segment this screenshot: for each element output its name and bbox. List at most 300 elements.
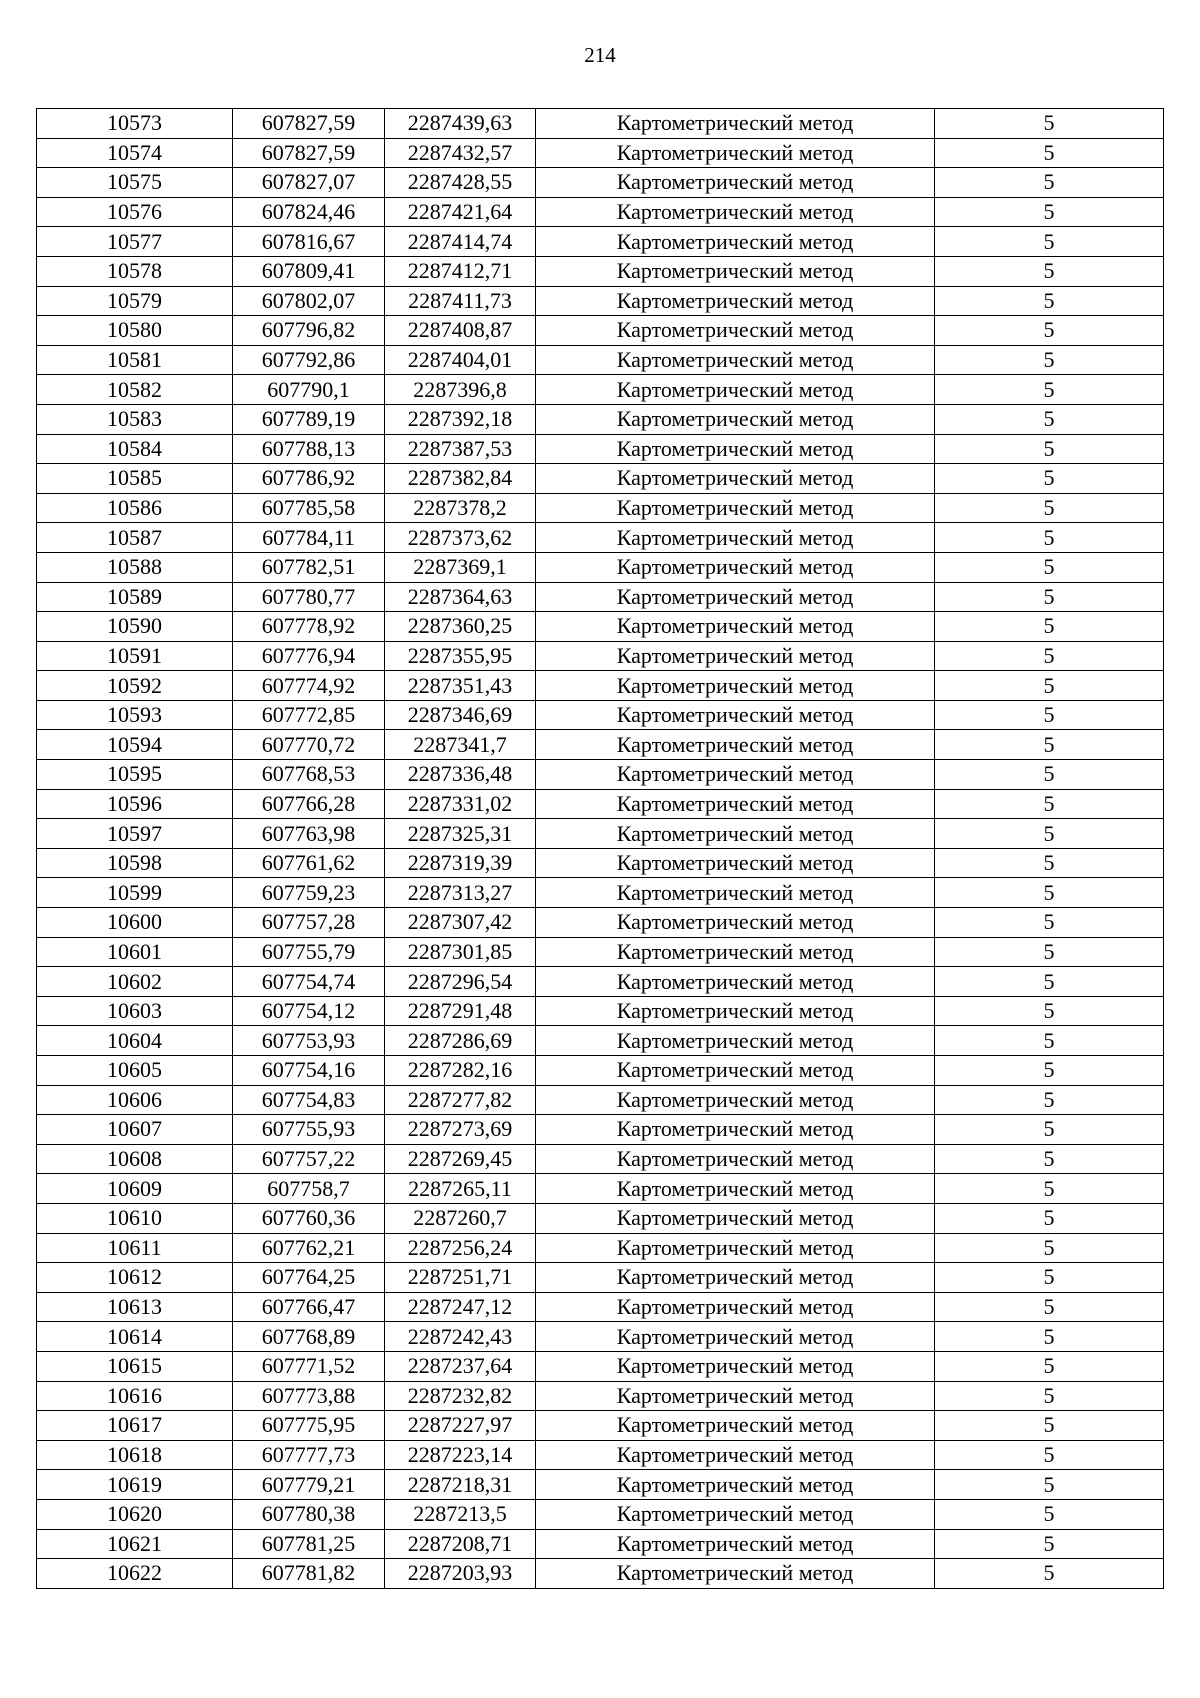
point-number-cell: 10596	[37, 789, 233, 819]
point-number-cell: 10589	[37, 582, 233, 612]
page-number: 214	[584, 43, 616, 67]
point-number-cell: 10592	[37, 671, 233, 701]
method-cell: Картометрический метод	[536, 1085, 935, 1115]
x-coordinate-cell: 607802,07	[233, 286, 385, 316]
table-row	[37, 493, 1164, 523]
x-coordinate-cell: 607781,25	[233, 1529, 385, 1559]
point-number-cell: 10612	[37, 1263, 233, 1293]
point-number-cell: 10574	[37, 138, 233, 168]
accuracy-cell: 5	[935, 1411, 1164, 1441]
table-row	[37, 286, 1164, 316]
method-cell: Картометрический метод	[536, 582, 935, 612]
y-coordinate-cell: 2287251,71	[385, 1263, 536, 1293]
x-coordinate-cell: 607754,83	[233, 1085, 385, 1115]
method-cell: Картометрический метод	[536, 345, 935, 375]
point-number-cell: 10609	[37, 1174, 233, 1204]
accuracy-cell: 5	[935, 1056, 1164, 1086]
method-cell: Картометрический метод	[536, 1233, 935, 1263]
x-coordinate-cell: 607761,62	[233, 848, 385, 878]
table-row	[37, 760, 1164, 790]
y-coordinate-cell: 2287269,45	[385, 1144, 536, 1174]
x-coordinate-cell: 607768,89	[233, 1322, 385, 1352]
point-number-cell: 10619	[37, 1470, 233, 1500]
table-row	[37, 1411, 1164, 1441]
y-coordinate-cell: 2287282,16	[385, 1056, 536, 1086]
x-coordinate-cell: 607755,93	[233, 1115, 385, 1145]
method-cell: Картометрический метод	[536, 109, 935, 139]
method-cell: Картометрический метод	[536, 730, 935, 760]
method-cell: Картометрический метод	[536, 819, 935, 849]
accuracy-cell: 5	[935, 1381, 1164, 1411]
accuracy-cell: 5	[935, 345, 1164, 375]
x-coordinate-cell: 607809,41	[233, 256, 385, 286]
method-cell: Картометрический метод	[536, 1292, 935, 1322]
point-number-cell: 10593	[37, 700, 233, 730]
point-number-cell: 10605	[37, 1056, 233, 1086]
method-cell: Картометрический метод	[536, 493, 935, 523]
method-cell: Картометрический метод	[536, 256, 935, 286]
accuracy-cell: 5	[935, 1144, 1164, 1174]
method-cell: Картометрический метод	[536, 464, 935, 494]
method-cell: Картометрический метод	[536, 760, 935, 790]
y-coordinate-cell: 2287256,24	[385, 1233, 536, 1263]
x-coordinate-cell: 607762,21	[233, 1233, 385, 1263]
point-number-cell: 10617	[37, 1411, 233, 1441]
table-row	[37, 848, 1164, 878]
table-row	[37, 375, 1164, 405]
x-coordinate-cell: 607827,59	[233, 138, 385, 168]
method-cell: Картометрический метод	[536, 1322, 935, 1352]
accuracy-cell: 5	[935, 760, 1164, 790]
x-coordinate-cell: 607785,58	[233, 493, 385, 523]
accuracy-cell: 5	[935, 730, 1164, 760]
point-number-cell: 10602	[37, 967, 233, 997]
method-cell: Картометрический метод	[536, 375, 935, 405]
table-row	[37, 523, 1164, 553]
accuracy-cell: 5	[935, 375, 1164, 405]
point-number-cell: 10591	[37, 641, 233, 671]
accuracy-cell: 5	[935, 552, 1164, 582]
y-coordinate-cell: 2287273,69	[385, 1115, 536, 1145]
table-row	[37, 1351, 1164, 1381]
x-coordinate-cell: 607789,19	[233, 404, 385, 434]
point-number-cell: 10599	[37, 878, 233, 908]
point-number-cell: 10579	[37, 286, 233, 316]
accuracy-cell: 5	[935, 1351, 1164, 1381]
y-coordinate-cell: 2287351,43	[385, 671, 536, 701]
x-coordinate-cell: 607827,07	[233, 168, 385, 198]
x-coordinate-cell: 607768,53	[233, 760, 385, 790]
point-number-cell: 10622	[37, 1559, 233, 1589]
method-cell: Картометрический метод	[536, 1115, 935, 1145]
table-row	[37, 671, 1164, 701]
point-number-cell: 10584	[37, 434, 233, 464]
point-number-cell: 10581	[37, 345, 233, 375]
x-coordinate-cell: 607754,16	[233, 1056, 385, 1086]
accuracy-cell: 5	[935, 1292, 1164, 1322]
x-coordinate-cell: 607754,12	[233, 996, 385, 1026]
x-coordinate-cell: 607780,38	[233, 1499, 385, 1529]
y-coordinate-cell: 2287387,53	[385, 434, 536, 464]
table-row	[37, 641, 1164, 671]
accuracy-cell: 5	[935, 641, 1164, 671]
x-coordinate-cell: 607776,94	[233, 641, 385, 671]
method-cell: Картометрический метод	[536, 1056, 935, 1086]
method-cell: Картометрический метод	[536, 1559, 935, 1589]
point-number-cell: 10577	[37, 227, 233, 257]
y-coordinate-cell: 2287392,18	[385, 404, 536, 434]
accuracy-cell: 5	[935, 464, 1164, 494]
y-coordinate-cell: 2287291,48	[385, 996, 536, 1026]
table-row	[37, 404, 1164, 434]
x-coordinate-cell: 607773,88	[233, 1381, 385, 1411]
table-row	[37, 1263, 1164, 1293]
y-coordinate-cell: 2287296,54	[385, 967, 536, 997]
x-coordinate-cell: 607766,28	[233, 789, 385, 819]
table-row	[37, 227, 1164, 257]
table-row	[37, 937, 1164, 967]
point-number-cell: 10608	[37, 1144, 233, 1174]
x-coordinate-cell: 607780,77	[233, 582, 385, 612]
method-cell: Картометрический метод	[536, 1144, 935, 1174]
method-cell: Картометрический метод	[536, 1411, 935, 1441]
point-number-cell: 10616	[37, 1381, 233, 1411]
method-cell: Картометрический метод	[536, 1026, 935, 1056]
x-coordinate-cell: 607775,95	[233, 1411, 385, 1441]
y-coordinate-cell: 2287242,43	[385, 1322, 536, 1352]
x-coordinate-cell: 607816,67	[233, 227, 385, 257]
table-row	[37, 1115, 1164, 1145]
accuracy-cell: 5	[935, 789, 1164, 819]
y-coordinate-cell: 2287307,42	[385, 908, 536, 938]
accuracy-cell: 5	[935, 996, 1164, 1026]
method-cell: Картометрический метод	[536, 1470, 935, 1500]
method-cell: Картометрический метод	[536, 1351, 935, 1381]
method-cell: Картометрический метод	[536, 1499, 935, 1529]
method-cell: Картометрический метод	[536, 996, 935, 1026]
method-cell: Картометрический метод	[536, 1174, 935, 1204]
point-number-cell: 10585	[37, 464, 233, 494]
y-coordinate-cell: 2287277,82	[385, 1085, 536, 1115]
accuracy-cell: 5	[935, 1559, 1164, 1589]
x-coordinate-cell: 607777,73	[233, 1440, 385, 1470]
table-row	[37, 138, 1164, 168]
x-coordinate-cell: 607764,25	[233, 1263, 385, 1293]
table-row	[37, 612, 1164, 642]
table-row	[37, 552, 1164, 582]
x-coordinate-cell: 607779,21	[233, 1470, 385, 1500]
y-coordinate-cell: 2287218,31	[385, 1470, 536, 1500]
method-cell: Картометрический метод	[536, 1203, 935, 1233]
table-row	[37, 878, 1164, 908]
point-number-cell: 10606	[37, 1085, 233, 1115]
accuracy-cell: 5	[935, 967, 1164, 997]
accuracy-cell: 5	[935, 1203, 1164, 1233]
method-cell: Картометрический метод	[536, 1263, 935, 1293]
point-number-cell: 10600	[37, 908, 233, 938]
y-coordinate-cell: 2287378,2	[385, 493, 536, 523]
y-coordinate-cell: 2287439,63	[385, 109, 536, 139]
table-row	[37, 908, 1164, 938]
table-row	[37, 1381, 1164, 1411]
point-number-cell: 10607	[37, 1115, 233, 1145]
y-coordinate-cell: 2287301,85	[385, 937, 536, 967]
table-row	[37, 316, 1164, 346]
method-cell: Картометрический метод	[536, 434, 935, 464]
accuracy-cell: 5	[935, 1085, 1164, 1115]
point-number-cell: 10580	[37, 316, 233, 346]
accuracy-cell: 5	[935, 1233, 1164, 1263]
x-coordinate-cell: 607782,51	[233, 552, 385, 582]
y-coordinate-cell: 2287203,93	[385, 1559, 536, 1589]
y-coordinate-cell: 2287331,02	[385, 789, 536, 819]
accuracy-cell: 5	[935, 168, 1164, 198]
point-number-cell: 10604	[37, 1026, 233, 1056]
x-coordinate-cell: 607758,7	[233, 1174, 385, 1204]
x-coordinate-cell: 607771,52	[233, 1351, 385, 1381]
method-cell: Картометрический метод	[536, 641, 935, 671]
point-number-cell: 10590	[37, 612, 233, 642]
table-row	[37, 168, 1164, 198]
table-row	[37, 1499, 1164, 1529]
point-number-cell: 10610	[37, 1203, 233, 1233]
method-cell: Картометрический метод	[536, 286, 935, 316]
point-number-cell: 10603	[37, 996, 233, 1026]
accuracy-cell: 5	[935, 878, 1164, 908]
table-row	[37, 464, 1164, 494]
y-coordinate-cell: 2287373,62	[385, 523, 536, 553]
table-row	[37, 197, 1164, 227]
accuracy-cell: 5	[935, 1322, 1164, 1352]
x-coordinate-cell: 607788,13	[233, 434, 385, 464]
point-number-cell: 10586	[37, 493, 233, 523]
x-coordinate-cell: 607786,92	[233, 464, 385, 494]
y-coordinate-cell: 2287355,95	[385, 641, 536, 671]
accuracy-cell: 5	[935, 493, 1164, 523]
y-coordinate-cell: 2287208,71	[385, 1529, 536, 1559]
accuracy-cell: 5	[935, 256, 1164, 286]
y-coordinate-cell: 2287364,63	[385, 582, 536, 612]
method-cell: Картометрический метод	[536, 908, 935, 938]
table-row	[37, 1292, 1164, 1322]
table-row	[37, 967, 1164, 997]
method-cell: Картометрический метод	[536, 612, 935, 642]
point-number-cell: 10583	[37, 404, 233, 434]
x-coordinate-cell: 607766,47	[233, 1292, 385, 1322]
accuracy-cell: 5	[935, 848, 1164, 878]
accuracy-cell: 5	[935, 908, 1164, 938]
method-cell: Картометрический метод	[536, 1440, 935, 1470]
table-row	[37, 700, 1164, 730]
x-coordinate-cell: 607827,59	[233, 109, 385, 139]
x-coordinate-cell: 607778,92	[233, 612, 385, 642]
table-row	[37, 996, 1164, 1026]
table-row	[37, 582, 1164, 612]
y-coordinate-cell: 2287428,55	[385, 168, 536, 198]
method-cell: Картометрический метод	[536, 967, 935, 997]
x-coordinate-cell: 607757,22	[233, 1144, 385, 1174]
x-coordinate-cell: 607796,82	[233, 316, 385, 346]
y-coordinate-cell: 2287341,7	[385, 730, 536, 760]
point-number-cell: 10575	[37, 168, 233, 198]
y-coordinate-cell: 2287411,73	[385, 286, 536, 316]
table-row	[37, 819, 1164, 849]
accuracy-cell: 5	[935, 700, 1164, 730]
table-row	[37, 1144, 1164, 1174]
x-coordinate-cell: 607770,72	[233, 730, 385, 760]
y-coordinate-cell: 2287382,84	[385, 464, 536, 494]
x-coordinate-cell: 607824,46	[233, 197, 385, 227]
y-coordinate-cell: 2287421,64	[385, 197, 536, 227]
y-coordinate-cell: 2287360,25	[385, 612, 536, 642]
point-number-cell: 10595	[37, 760, 233, 790]
point-number-cell: 10588	[37, 552, 233, 582]
table-row	[37, 1203, 1164, 1233]
table-row	[37, 1056, 1164, 1086]
accuracy-cell: 5	[935, 434, 1164, 464]
point-number-cell: 10621	[37, 1529, 233, 1559]
y-coordinate-cell: 2287404,01	[385, 345, 536, 375]
point-number-cell: 10594	[37, 730, 233, 760]
x-coordinate-cell: 607790,1	[233, 375, 385, 405]
point-number-cell: 10614	[37, 1322, 233, 1352]
accuracy-cell: 5	[935, 227, 1164, 257]
y-coordinate-cell: 2287232,82	[385, 1381, 536, 1411]
method-cell: Картометрический метод	[536, 700, 935, 730]
table-row	[37, 1174, 1164, 1204]
x-coordinate-cell: 607753,93	[233, 1026, 385, 1056]
y-coordinate-cell: 2287396,8	[385, 375, 536, 405]
y-coordinate-cell: 2287319,39	[385, 848, 536, 878]
accuracy-cell: 5	[935, 819, 1164, 849]
accuracy-cell: 5	[935, 138, 1164, 168]
accuracy-cell: 5	[935, 1115, 1164, 1145]
accuracy-cell: 5	[935, 612, 1164, 642]
accuracy-cell: 5	[935, 1263, 1164, 1293]
method-cell: Картометрический метод	[536, 671, 935, 701]
y-coordinate-cell: 2287237,64	[385, 1351, 536, 1381]
table-row	[37, 1440, 1164, 1470]
table-row	[37, 1322, 1164, 1352]
accuracy-cell: 5	[935, 404, 1164, 434]
accuracy-cell: 5	[935, 1499, 1164, 1529]
table-row	[37, 1085, 1164, 1115]
accuracy-cell: 5	[935, 1174, 1164, 1204]
point-number-cell: 10620	[37, 1499, 233, 1529]
x-coordinate-cell: 607757,28	[233, 908, 385, 938]
point-number-cell: 10597	[37, 819, 233, 849]
coordinates-table-body	[37, 109, 1164, 1589]
method-cell: Картометрический метод	[536, 1529, 935, 1559]
point-number-cell: 10618	[37, 1440, 233, 1470]
method-cell: Картометрический метод	[536, 789, 935, 819]
y-coordinate-cell: 2287265,11	[385, 1174, 536, 1204]
accuracy-cell: 5	[935, 671, 1164, 701]
y-coordinate-cell: 2287260,7	[385, 1203, 536, 1233]
table-row	[37, 789, 1164, 819]
point-number-cell: 10573	[37, 109, 233, 139]
method-cell: Картометрический метод	[536, 168, 935, 198]
table-row	[37, 1233, 1164, 1263]
point-number-cell: 10598	[37, 848, 233, 878]
y-coordinate-cell: 2287325,31	[385, 819, 536, 849]
y-coordinate-cell: 2287336,48	[385, 760, 536, 790]
x-coordinate-cell: 607792,86	[233, 345, 385, 375]
y-coordinate-cell: 2287227,97	[385, 1411, 536, 1441]
x-coordinate-cell: 607754,74	[233, 967, 385, 997]
accuracy-cell: 5	[935, 1470, 1164, 1500]
accuracy-cell: 5	[935, 197, 1164, 227]
accuracy-cell: 5	[935, 582, 1164, 612]
y-coordinate-cell: 2287213,5	[385, 1499, 536, 1529]
method-cell: Картометрический метод	[536, 1381, 935, 1411]
y-coordinate-cell: 2287369,1	[385, 552, 536, 582]
x-coordinate-cell: 607760,36	[233, 1203, 385, 1233]
y-coordinate-cell: 2287223,14	[385, 1440, 536, 1470]
coordinates-table	[36, 108, 1164, 1589]
table-row	[37, 1470, 1164, 1500]
method-cell: Картометрический метод	[536, 227, 935, 257]
accuracy-cell: 5	[935, 286, 1164, 316]
point-number-cell: 10613	[37, 1292, 233, 1322]
accuracy-cell: 5	[935, 1440, 1164, 1470]
point-number-cell: 10601	[37, 937, 233, 967]
method-cell: Картометрический метод	[536, 138, 935, 168]
accuracy-cell: 5	[935, 1026, 1164, 1056]
y-coordinate-cell: 2287286,69	[385, 1026, 536, 1056]
point-number-cell: 10587	[37, 523, 233, 553]
x-coordinate-cell: 607781,82	[233, 1559, 385, 1589]
y-coordinate-cell: 2287408,87	[385, 316, 536, 346]
point-number-cell: 10615	[37, 1351, 233, 1381]
x-coordinate-cell: 607772,85	[233, 700, 385, 730]
accuracy-cell: 5	[935, 109, 1164, 139]
y-coordinate-cell: 2287247,12	[385, 1292, 536, 1322]
table-row	[37, 256, 1164, 286]
method-cell: Картометрический метод	[536, 878, 935, 908]
point-number-cell: 10611	[37, 1233, 233, 1263]
y-coordinate-cell: 2287432,57	[385, 138, 536, 168]
x-coordinate-cell: 607784,11	[233, 523, 385, 553]
accuracy-cell: 5	[935, 316, 1164, 346]
table-row	[37, 730, 1164, 760]
method-cell: Картометрический метод	[536, 316, 935, 346]
x-coordinate-cell: 607774,92	[233, 671, 385, 701]
accuracy-cell: 5	[935, 523, 1164, 553]
y-coordinate-cell: 2287412,71	[385, 256, 536, 286]
point-number-cell: 10578	[37, 256, 233, 286]
x-coordinate-cell: 607763,98	[233, 819, 385, 849]
table-row	[37, 345, 1164, 375]
method-cell: Картометрический метод	[536, 937, 935, 967]
table-row	[37, 434, 1164, 464]
y-coordinate-cell: 2287313,27	[385, 878, 536, 908]
table-row	[37, 109, 1164, 139]
method-cell: Картометрический метод	[536, 552, 935, 582]
method-cell: Картометрический метод	[536, 404, 935, 434]
y-coordinate-cell: 2287346,69	[385, 700, 536, 730]
x-coordinate-cell: 607759,23	[233, 878, 385, 908]
point-number-cell: 10576	[37, 197, 233, 227]
point-number-cell: 10582	[37, 375, 233, 405]
y-coordinate-cell: 2287414,74	[385, 227, 536, 257]
table-row	[37, 1026, 1164, 1056]
x-coordinate-cell: 607755,79	[233, 937, 385, 967]
accuracy-cell: 5	[935, 1529, 1164, 1559]
accuracy-cell: 5	[935, 937, 1164, 967]
table-row	[37, 1529, 1164, 1559]
method-cell: Картометрический метод	[536, 848, 935, 878]
